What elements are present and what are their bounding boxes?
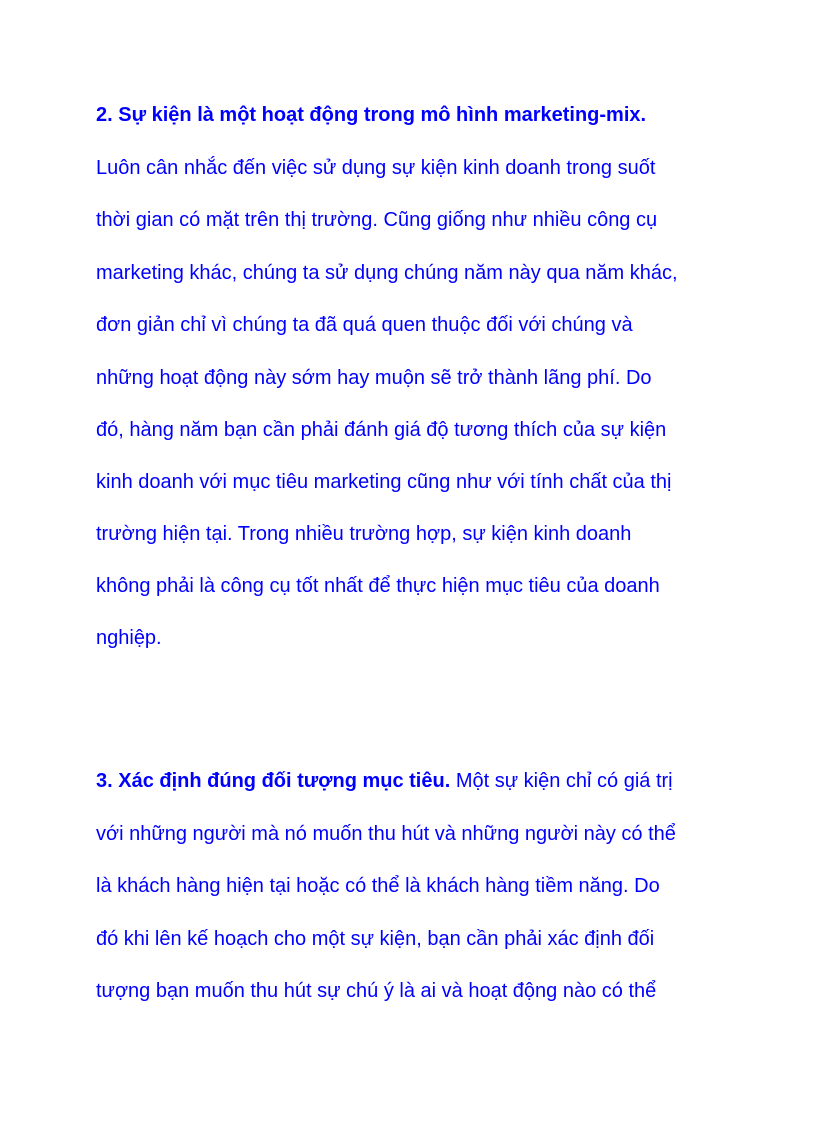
section-2-line-3: marketing khác, chúng ta sử dụng chúng năm này qua năm khác, xyxy=(96,262,678,284)
section-3-line-5: tượng bạn muốn thu hút sự chú ý là ai và hoạt động nào có thể xyxy=(96,980,657,1002)
section-3-line-4: đó khi lên kế hoạch cho một sự kiện, bạn cần phải xác định đối xyxy=(96,928,655,950)
section-3-first-line-text: Một sự kiện chỉ có giá trị xyxy=(450,770,673,792)
section-3-line-3: là khách hàng hiện tại hoặc có thể là khách hàng tiềm năng. Do xyxy=(96,875,660,897)
section-3-first-line xyxy=(96,768,673,794)
section-3-line-2: với những người mà nó muốn thu hút và những người này có thể xyxy=(96,823,676,845)
section-2-line-9: không phải là công cụ tốt nhất để thực hiện mục tiêu của doanh xyxy=(96,575,660,597)
section-2-line-8: trường hiện tại. Trong nhiều trường hợp, sự kiện kinh doanh xyxy=(96,523,632,545)
section-2-line-2: thời gian có mặt trên thị trường. Cũng giống như nhiều công cụ xyxy=(96,209,658,231)
section-2-line-6: đó, hàng năm bạn cần phải đánh giá độ tương thích của sự kiện xyxy=(96,419,667,441)
section-2-line-4: đơn giản chỉ vì chúng ta đã quá quen thuộc đối với chúng và xyxy=(96,314,633,336)
section-2-line-1: Luôn cân nhắc đến việc sử dụng sự kiện kinh doanh trong suốt xyxy=(96,157,656,179)
section-2-line-10: nghiệp. xyxy=(96,627,162,649)
section-3-heading: 3. Xác định đúng đối tượng mục tiêu. xyxy=(96,770,451,792)
section-2-line-7: kinh doanh với mục tiêu marketing cũng như với tính chất của thị xyxy=(96,471,672,493)
section-2-line-5: những hoạt động này sớm hay muộn sẽ trở thành lãng phí. Do xyxy=(96,367,652,389)
section-2-heading: 2. Sự kiện là một hoạt động trong mô hình marketing-mix. xyxy=(96,104,647,126)
